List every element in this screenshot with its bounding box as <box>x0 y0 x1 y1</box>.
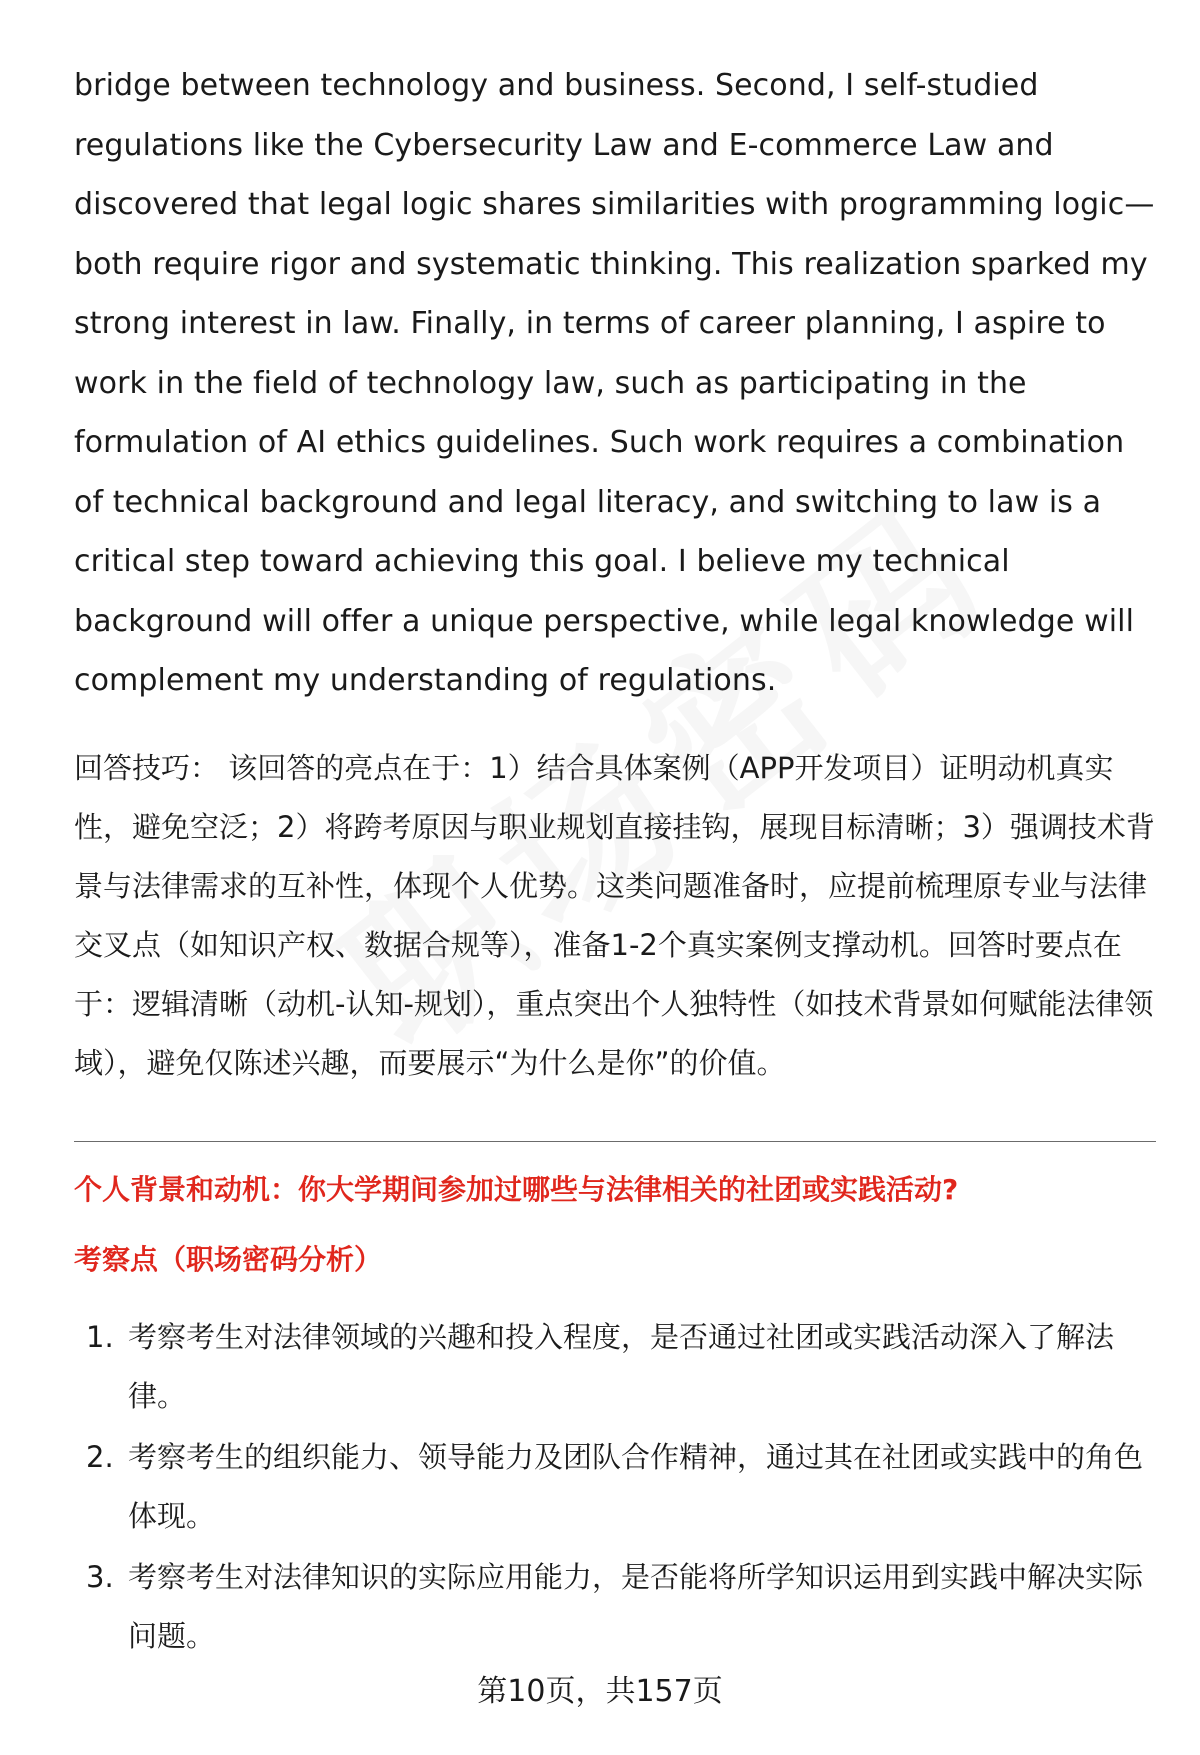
list-item-text: 考察考生对法律知识的实际应用能力，是否能将所学知识运用到实践中解决实际问题。 <box>128 1559 1144 1653</box>
list-item-text: 考察考生的组织能力、领导能力及团队合作精神，通过其在社团或实践中的角色体现。 <box>128 1439 1144 1533</box>
list-item-text: 考察考生对法律领域的兴趣和投入程度，是否通过社团或实践活动深入了解法律。 <box>128 1319 1115 1413</box>
question-heading: 个人背景和动机：你大学期间参加过哪些与法律相关的社团或实践活动? <box>74 1172 959 1206</box>
list-item-number: 2. <box>86 1439 114 1474</box>
assessment-points-list <box>74 1308 1156 1667</box>
page-number-footer: 第10页，共157页 <box>477 1674 723 1709</box>
list-item-number: 3. <box>86 1559 114 1594</box>
answer-paragraph-english: bridge between technology and business. Second, I self-studied regulations like the Cybersecurity Law and E-commerce Law and discovered that legal logic shares similarities with programming logic—both require rigor and systematic thinking. This realization sparked my strong interest in law. Finally, in terms of career planning, I aspire to work in the field of technology law, such as participating in the formulation of AI ethics guidelines. Such work requires a combination of technical background and legal literacy, and switching to law is a critical step toward achieving this goal. I believe my technical background will offer a unique perspective, while legal knowledge will complement my understanding of regulations. <box>74 68 1155 698</box>
list-item <box>74 1308 1156 1427</box>
assessment-points-heading: 考察点（职场密码分析） <box>74 1242 383 1276</box>
list-item <box>74 1428 1156 1547</box>
section-divider <box>74 1141 1156 1142</box>
list-item-number: 1. <box>86 1319 114 1354</box>
document-page <box>74 56 1156 1668</box>
list-item <box>74 1548 1156 1667</box>
answer-tip-paragraph: 回答技巧： 该回答的亮点在于：1）结合具体案例（APP开发项目）证明动机真实性，避免空泛；2）将跨考原因与职业规划直接挂钩，展现目标清晰；3）强调技术背景与法律需求的互补性，体现个人优势。这类问题准备时，应提前梳理原专业与法律交叉点（如知识产权、数据合规等），准备1-2个真实案例支撑动机。回答时要点在于：逻辑清晰（动机-认知-规划），重点突出个人独特性（如技术背景如何赋能法律领域），避免仅陈述兴趣，而要展示“为什么是你”的价值。 <box>74 750 1155 1080</box>
